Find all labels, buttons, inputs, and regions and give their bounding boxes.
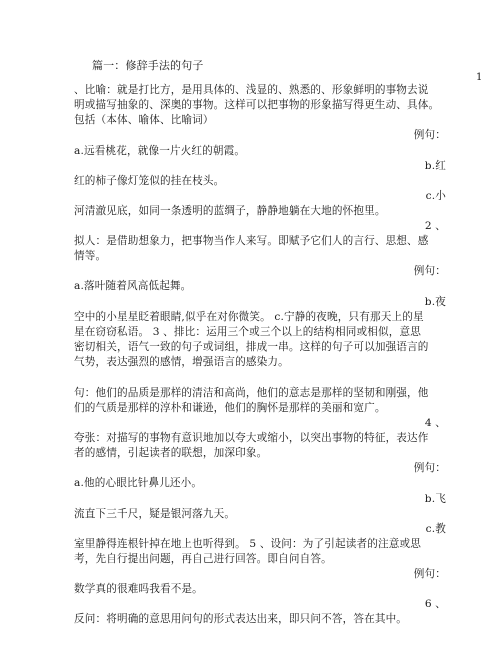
text-line: a.落叶随着风高低起舞。	[74, 280, 192, 292]
text-line: 例句：	[413, 462, 446, 474]
text-line: a.他的心眼比针鼻儿还小。	[74, 477, 203, 489]
text-line: 河清澈见底，如同一条透明的蓝绸子，静静地躺在大地的怀抱里。	[74, 205, 386, 217]
text-line: 考，先自行提出问题，再自己进行回答。即自问自答。	[74, 553, 332, 565]
text-line: 句：他们的品质是那样的清洁和高尚，他们的意志是那样的坚韧和刚强，他	[74, 387, 429, 399]
text-line: 反问：将明确的意思用问句的形式表达出来，即只问不答，答在其中。	[74, 613, 408, 625]
text-line: 、比喻：就是打比方，是用具体的、浅显的、熟悉的、形象鲜明的事物去说	[74, 84, 429, 96]
document-title: 篇一：修辞手法的句子	[92, 59, 204, 72]
text-line: 红的柿子像灯笼似的挂在枝头。	[74, 175, 225, 187]
text-line: 明或描写抽象的、深奥的事物。这样可以把事物的形象描写得更生动、具体。	[74, 99, 440, 111]
text-line: 4 、	[424, 417, 446, 429]
text-line: b.飞	[424, 493, 446, 505]
text-line: 星在窃窃私语。 3 、排比：运用三个或三个以上的结构相同或相似，意思	[74, 326, 421, 338]
text-line: 情等。	[74, 250, 107, 262]
text-line: 者的感情，引起读者的联想，加深印象。	[74, 447, 268, 459]
text-line: 数学真的很难吗我看不是。	[74, 583, 203, 595]
text-line: 们的气质是那样的淳朴和谦逊，他们的胸怀是那样的美丽和宽广。	[74, 402, 386, 414]
text-line: 室里静得连根针掉在地上也听得到。 5 、设问：为了引起读者的注意或思	[74, 538, 421, 550]
text-line: 空中的小星星眨着眼睛,似乎在对你微笑。 c.宁静的夜晚，只有那天上的星	[74, 311, 424, 323]
text-line: b.夜	[424, 296, 446, 308]
text-line: 包括（本体、喻体、比喻词）	[74, 114, 214, 126]
text-line: 例句：	[413, 265, 446, 277]
text-line: c.教	[425, 523, 446, 535]
text-line: b.红	[424, 160, 446, 172]
page-number-marker: 1	[476, 72, 483, 83]
text-line: 气势，表达强烈的感情，增强语言的感染力。	[74, 356, 289, 368]
text-line: 例句：	[413, 568, 446, 580]
text-line: a.远看桃花，就像一片火红的朝霞。	[74, 145, 246, 157]
text-line: 例句：	[413, 129, 446, 141]
text-line: c.小	[425, 190, 446, 202]
text-line: 2 、	[424, 220, 446, 232]
text-line: 流直下三千尺，疑是银河落九天。	[74, 508, 236, 520]
text-line: 夸张：对描写的事物有意识地加以夸大或缩小，以突出事物的特征，表达作	[74, 432, 429, 444]
text-line: 拟人：是借助想象力，把事物当作人来写。即赋予它们人的言行、思想、感	[74, 235, 429, 247]
text-line: 密切相关，语气一致的句子或词组，排成一串。这样的句子可以加强语言的	[74, 341, 429, 353]
text-line: 6 、	[424, 598, 446, 610]
